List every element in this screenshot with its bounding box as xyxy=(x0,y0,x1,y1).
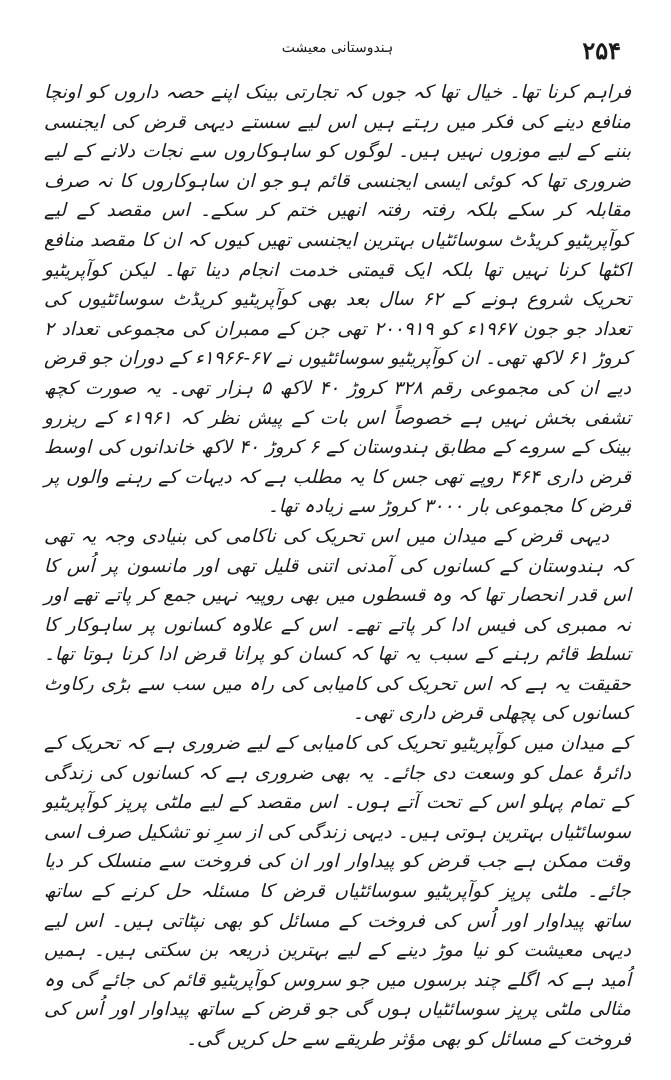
page-header xyxy=(44,34,631,78)
page-number: ۲۵۴ xyxy=(582,36,621,65)
paragraph-2: دیہی قرض کے میدان میں اس تحریک کی ناکامی کی بنیادی وجہ یہ تھی کہ ہندوستان کے کسانوں کی آمدنی اتنی قلیل تھی اور مانسون پر اُس کا اس قدر انحصار تھا کہ وہ قسطوں میں بھی روپیہ نہیں جمع کر پاتے تھے اور نہ ممبری کی فیس ادا کر پاتے تھے۔ اس کے علاوہ کسانوں پر ساہوکار کا تسلط قائم رہنے کے سبب یہ تھا کہ کسان کو پرانا قرض ادا کرنا ہوتا تھا۔ حقیقت یہ ہے کہ اس تحریک کی کامیابی کی راہ میں سب سے بڑی رکاوٹ کسانوں کی پچھلی قرض داری تھی۔ xyxy=(44,525,632,725)
paragraph-1: فراہم کرنا تھا۔ خیال تھا کہ جوں کہ تجارتی بینک اپنے حصہ داروں کو اونچا منافع دینے کی فکر میں رہتے ہیں اس لیے سستے دیہی قرض کی ایجنسی بننے کے لیے موزوں نہیں ہیں۔ لوگوں کو ساہوکاروں سے نجات دلانے کے لیے ضروری تھا کہ کوئی ایسی ایجنسی قائم ہو جو ان ساہوکاروں کا نہ صرف مقابلہ کر سکے بلکہ رفتہ رفتہ انھیں ختم کر سکے۔ اس مقصد کے لیے کوآپریٹیو کریڈٹ سوسائٹیاں بہترین ایجنسی تھیں کیوں کہ ان کا مقصد منافع اکٹھا کرنا نہیں تھا بلکہ ایک قیمتی خدمت انجام دینا تھا۔ لیکن کوآپریٹیو تحریک شروع ہونے کے ۶۲ سال بعد بھی کوآپریٹیو کریڈٹ سوسائٹیوں کی تعداد جو جون ۱۹۶۷ء کو ۲۰۰۹۱۹ تھی جن کے ممبران کی مجموعی تعداد ۲ کروڑ ۶۱ لاکھ تھی۔ ان کوآپریٹیو سوسائٹیوں نے ۶۷-۱۹۶۶ء کے دوران جو قرض دیے ان کی مجموعی رقم ۳۲۸ کروڑ ۴۰ لاکھ ۵ ہزار تھی۔ یہ صورت کچھ تشفی بخش نہیں ہے خصوصاً اس بات کے پیش نظر کہ ۱۹۶۱ء کے ریزرو بینک کے سروے کے مطابق ہندوستان کے ۶ کروڑ ۴۰ لاکھ خاندانوں کی اوسط قرض داری ۴۶۴ روپے تھی جس کا یہ مطلب ہے کہ دیہات کے رہنے والوں پر قرض کا مجموعی بار ۳۰۰۰ کروڑ سے زیادہ تھا۔ xyxy=(44,82,632,518)
body-text xyxy=(44,78,631,1055)
running-title: ہندوستانی معیشت xyxy=(281,40,394,56)
paragraph-3: کے میدان میں کوآپریٹیو تحریک کی کامیابی کے لیے ضروری ہے کہ تحریک کے دائرۂ عمل کو وسعت دی جائے۔ یہ بھی ضروری ہے کہ کسانوں کی زندگی کے تمام پہلو اس کے تحت آتے ہوں۔ اس مقصد کے لیے ملٹی پرپز کوآپریٹیو سوسائٹیاں بہترین ہوتی ہیں۔ دیہی زندگی کی از سرِ نو تشکیل صرف اسی وقت ممکن ہے جب قرض کو پیداوار اور ان کی فروخت سے منسلک کر دیا جائے۔ ملٹی پرپز کوآپریٹیو سوسائٹیاں قرض کا مسئلہ حل کرنے کے ساتھ ساتھ پیداوار اور اُس کی فروخت کے مسائل کو بھی نپٹاتی ہیں۔ اس لیے دیہی معیشت کو نیا موڑ دینے کے لیے بہترین ذریعہ بن سکتی ہیں۔ ہمیں اُمید ہے کہ اگلے چند برسوں میں جو سروس کوآپریٹیو قائم کی جائے گی وہ مثالی ملٹی پرپز سوسائٹیاں ہوں گی جو قرض کے ساتھ پیداوار اور اُس کی فروخت کے مسائل کو بھی مؤثر طریقے سے حل کریں گی۔ xyxy=(44,733,631,1050)
